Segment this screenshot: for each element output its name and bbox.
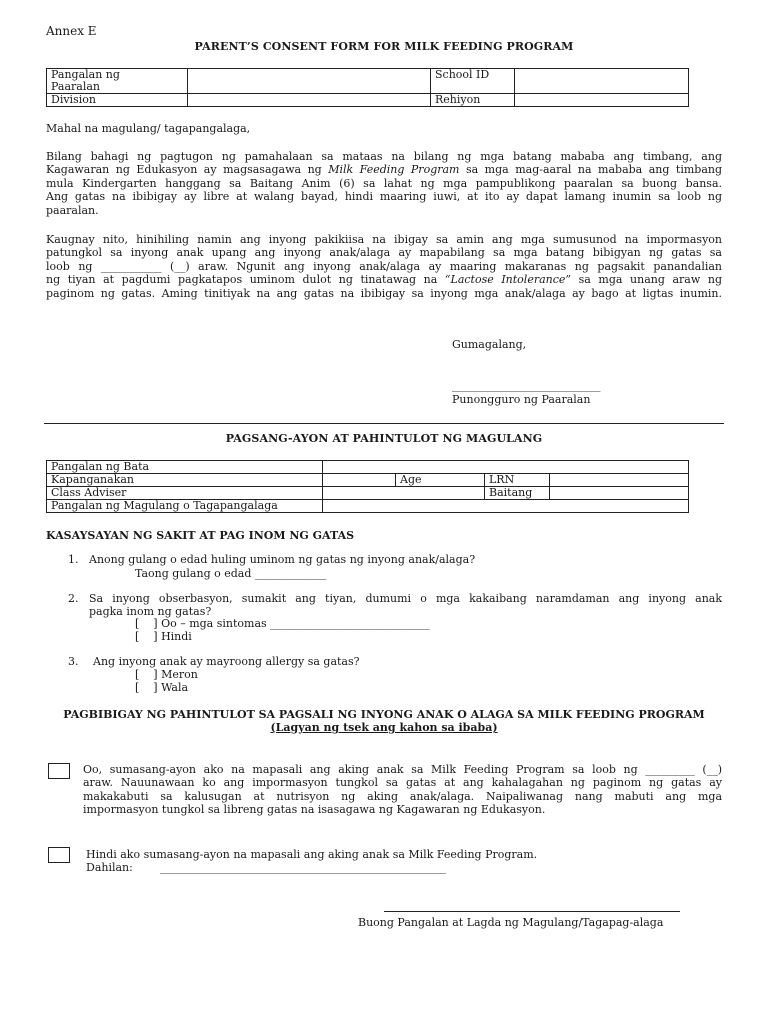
parent-signature-label: Buong Pangalan at Lagda ng Magulang/Tagapag-alaga (358, 916, 664, 929)
grade-label: Baitang (485, 487, 550, 500)
annex-label: Annex E (46, 24, 97, 38)
question-1: Anong gulang o edad huling uminom ng gatas ng inyong anak/alaga? (89, 553, 476, 566)
question-2-option-yes[interactable]: [ ] Oo – mga sintomas _____________________________ (135, 617, 430, 630)
school-info-table (46, 68, 689, 107)
grade-field[interactable] (550, 487, 689, 500)
greeting: Mahal na magulang/ tagapangalaga, (46, 122, 251, 135)
section-divider (44, 423, 724, 424)
lrn-label: LRN (485, 474, 550, 487)
region-field[interactable] (515, 94, 689, 107)
agree-statement: Oo, sumasang-ayon ako na mapasali ang aking anak sa Milk Feeding Program sa loob ng _________ (__) araw. Nauunawaan ko ang impormasyon tungkol sa gatas at ang kahalagahan ng paginom ng gatas ay makakabuti sa kalusugan at nutrisyon ng aking anak/alaga. Naipaliwanag nang mabuti ang mga impormasyon tungkol sa libreng gatas na isasagawa ng Kagawaran ng Edukasyon. (83, 763, 722, 817)
consent-title: PAGSANG-AYON AT PAHINTULOT NG MAGULANG (225, 432, 543, 445)
school-name-field[interactable] (188, 69, 431, 94)
question-2-number: 2. (68, 592, 79, 605)
paragraph-request: Kaugnay nito, hinihiling namin ang inyong pakikiisa na ibigay sa amin ang mga sumusunod na impormasyon patungkol sa inyong anak upang ang inyong anak/alaga ay mapabilang sa mga batang bibigyan ng gatas sa loob ng ___________ (__) araw. Ngunit ang inyong anak/alaga ay maaring makaranas ng pagsakit panandalian ng tiyan at pagdumi pagkatapos uminom dulot ng tinatawag na “Lactose Intolerance” sa mga unang araw ng paginom ng gatas. Aming tinitiyak na ang gatas na ibibigay sa inyong mga anak/alaga ay bago at ligtas inumin. (46, 233, 722, 300)
age-label-text: Age (400, 473, 422, 486)
adviser-field[interactable] (323, 487, 485, 500)
agree-checkbox[interactable] (48, 763, 70, 779)
question-1-answer[interactable]: Taong gulang o edad _____________ (135, 567, 327, 580)
question-3: Ang inyong anak ay mayroong allergy sa gatas? (93, 655, 360, 668)
child-info-table (46, 460, 689, 513)
disagree-checkbox[interactable] (48, 847, 70, 863)
history-title: KASAYSAYAN NG SAKIT AT PAG INOM NG GATAS (46, 529, 355, 542)
reason-label: Dahilan: (86, 861, 133, 874)
lrn-field[interactable] (550, 474, 689, 487)
birthday-field[interactable] (323, 474, 396, 487)
school-name-label: Pangalan ng Paaralan (47, 69, 188, 94)
question-2-option-no[interactable]: [ ] Hindi (135, 630, 192, 643)
parent-name-field[interactable] (323, 500, 689, 513)
school-id-field[interactable] (515, 69, 689, 94)
question-2-line-2: pagka inom ng gatas? (89, 605, 212, 618)
division-label: Division (47, 94, 188, 107)
question-3-option-no[interactable]: [ ] Wala (135, 681, 189, 694)
question-3-number: 3. (68, 655, 79, 668)
principal-signature-line[interactable]: ___________________________ (452, 379, 601, 392)
division-field[interactable] (188, 94, 431, 107)
child-name-label: Pangalan ng Bata (47, 461, 323, 474)
question-1-number: 1. (68, 553, 79, 566)
paragraph-intro: Bilang bahagi ng pagtugon ng pamahalaan sa mataas na bilang ng mga batang mababa ang timbang, ang Kagawaran ng Edukasyon ay magsasagawa ng Milk Feeding Program sa mga mag-aaral na mababa ang timbang mula Kindergarten hanggang sa Baitang Anim (6) sa lahat ng mga pampublikong paaralan sa buong bansa. Ang gatas na ibibigay ay libre at walang bayad, hindi maaring iuwi, at ito ay dapat lamang inumin sa loob ng paaralan. (46, 150, 722, 217)
reason-field[interactable]: ____________________________________________________ (160, 861, 446, 874)
school-id-label: School ID (431, 69, 515, 94)
permission-title: PAGBIBIGAY NG PAHINTULOT SA PAGSALI NG INYONG ANAK O ALAGA SA MILK FEEDING PROGRAM (63, 708, 705, 721)
question-2-line-1: Sa inyong obserbasyon, sumakit ang tiyan, dumumi o mga kakaibang naramdaman ang inyong anak (89, 592, 722, 605)
form-title: PARENT’S CONSENT FORM FOR MILK FEEDING PROGRAM (194, 40, 574, 53)
region-label: Rehiyon (431, 94, 515, 107)
principal-label: Punongguro ng Paaralan (452, 393, 591, 406)
question-3-option-yes[interactable]: [ ] Meron (135, 668, 198, 681)
age-label (396, 474, 485, 487)
permission-subtitle: (Lagyan ng tsek ang kahon sa ibaba) (270, 721, 498, 734)
adviser-label: Class Adviser (47, 487, 323, 500)
parent-name-label: Pangalan ng Magulang o Tagapangalaga (47, 500, 323, 513)
child-name-field[interactable] (323, 461, 689, 474)
birthday-label: Kapanganakan (47, 474, 323, 487)
disagree-statement: Hindi ako sumasang-ayon na mapasali ang aking anak sa Milk Feeding Program. (86, 848, 538, 861)
parent-signature-line[interactable] (384, 911, 680, 912)
closing: Gumagalang, (452, 338, 527, 351)
